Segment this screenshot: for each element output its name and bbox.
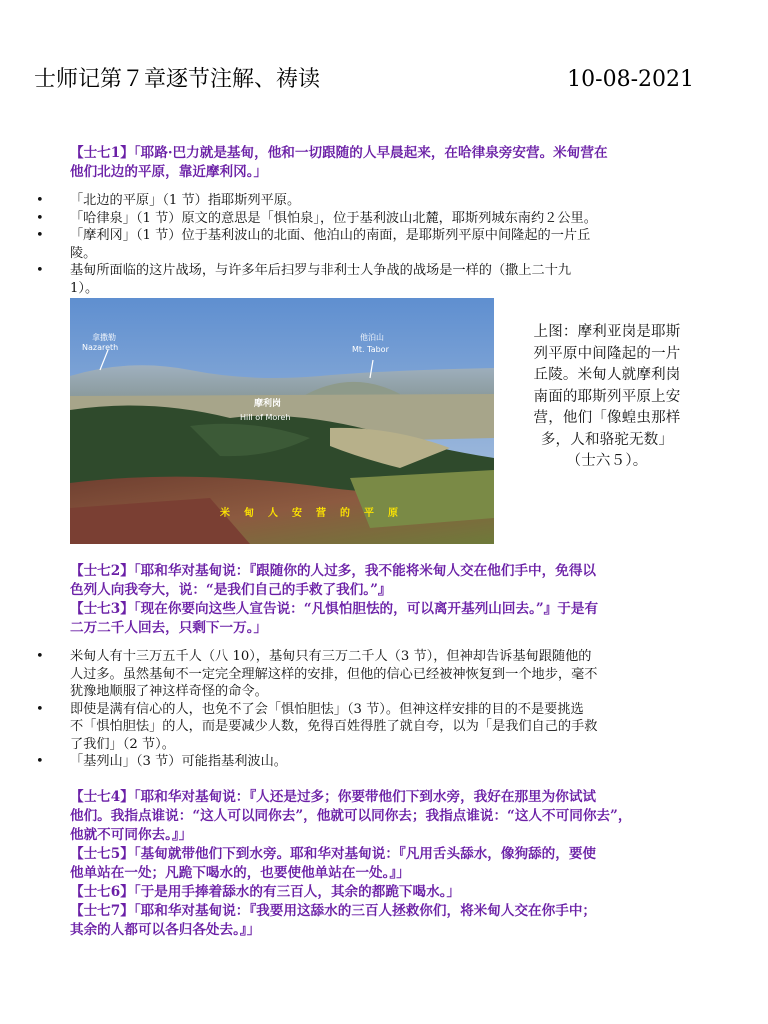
verse-line: 【士七2】「耶和华对基甸说：『跟随你的人过多，我不能将米甸人交在他们手中，免得以 (70, 563, 597, 579)
note-line: • 「北边的平原」（1 节）指耶斯列平原。 (70, 193, 301, 208)
verse-block-3 (70, 788, 690, 940)
moreh-cn-label: 摩利岗 (254, 399, 282, 409)
page-title (34, 66, 694, 94)
note-line: • 即使是满有信心的人，也免不了会「惧怕胆怯」（3 节）。但神这样安排的目的不是要挑选 (70, 701, 584, 717)
title-date: 10-08-2021 (567, 67, 694, 92)
title-text: 士师记第７章逐节注解、祷读 (34, 67, 321, 92)
caption-line: 多，人和骆驼无数」 (540, 431, 674, 448)
note-line: 犹豫地顺服了神这样奇怪的命令。 (70, 684, 268, 699)
photo-caption (510, 322, 704, 473)
list-item (36, 192, 690, 210)
caption-line: 上图：摩利亚岗是耶斯 (533, 324, 681, 340)
verse-line: 【士七3】「现在你要向这些人宣告说：“凡惧怕胆怯的，可以离开基列山回去。”』于是有 (70, 601, 599, 617)
verse-line: 他就不可同你去。』」 (70, 827, 193, 843)
note-line: 不「惧怕胆怯」的人，而是要减少人数，免得百姓得胜了就自夸，以为「是我们自己的手救 (70, 719, 598, 734)
note-line: • 「基列山」（3 节）可能指基利波山。 (70, 754, 287, 769)
list-item (36, 701, 690, 754)
notes-list-1 (36, 192, 690, 297)
caption-line: （士六５）。 (566, 453, 648, 469)
tabor-cn-label: 他泊山 (360, 333, 384, 342)
hill-of-moreh-photo (70, 298, 494, 544)
verse-line: 【士七4】「耶和华对基甸说：『人还是过多；你要带他们下到水旁，我好在那里为你试试 (70, 789, 597, 805)
verse-line: 他们北边的平原，靠近摩利冈。」 (70, 164, 268, 180)
tabor-en-label: Mt. Tabor (352, 345, 389, 354)
list-item (36, 753, 690, 771)
plain-label: 米甸人安营的平原 (220, 508, 412, 519)
verse-line: 色列人向我夸大，说：“是我们自己的手救了我们。”』 (70, 582, 392, 598)
moreh-en-label: Hill of Moreh (240, 413, 291, 422)
verse-line: 他们。我指点谁说：“这人可以同你去”，他就可以同你去；我指点谁说：“这人不可同你去”， (70, 808, 632, 824)
note-line: • 米甸人有十三万五千人（八 10），基甸只有三万二千人（3 节），但神却告诉基甸跟随他的 (70, 649, 592, 664)
verse-block-2 (70, 562, 690, 638)
verse-line: 【士七6】「于是用手捧着舔水的有三百人，其余的都跪下喝水。」 (70, 884, 461, 900)
note-line: • 基甸所面临的这片战场，与许多年后扫罗与非利士人争战的战场是一样的（撒上二十九 (70, 263, 572, 278)
list-item (36, 648, 690, 701)
caption-line: 丘陵。米甸人就摩利岗 (533, 367, 681, 383)
verse-line: 【士七1】「耶路·巴力就是基甸，他和一切跟随的人早晨起来，在哈律泉旁安营。米甸营在 (70, 145, 608, 161)
note-line: 1）。 (70, 280, 99, 296)
caption-line: 列平原中间隆起的一片 (533, 345, 681, 362)
caption-line: 南面的耶斯列平原上安 (533, 388, 681, 405)
note-line: 人过多。虽然基甸不一定完全理解这样的安排，但他的信心已经被神恢复到一个地步，毫不 (70, 666, 598, 682)
notes-list-2 (36, 648, 690, 771)
note-line: 陵。 (70, 245, 97, 261)
note-line: • 「摩利冈」（1 节）位于基利波山的北面、他泊山的南面，是耶斯列平原中间隆起的一片丘 (70, 228, 591, 243)
list-item (36, 210, 690, 228)
verse-line: 他单站在一处；凡跪下喝水的，也要使他单站在一处。』」 (70, 865, 410, 881)
verse-line: 【士七7】「耶和华对基甸说：『我要用这舔水的三百人拯救你们，将米甸人交在你手中； (70, 903, 597, 919)
note-line: • 「哈律泉」（1 节）原文的意思是「惧怕泉」，位于基利波山北麓，耶斯列城东南约２公里。 (70, 210, 597, 226)
list-item (36, 227, 690, 262)
nazareth-cn-label: 拿撒勒 (92, 333, 116, 342)
verse-block-1 (70, 144, 690, 182)
aerial-landscape-image (70, 298, 494, 544)
caption-line: 营，他们「像蝗虫那样 (533, 410, 681, 426)
note-line: 了我们」（2 节）。 (70, 736, 175, 752)
nazareth-en-label: Nazareth (82, 343, 119, 352)
list-item (36, 262, 690, 297)
verse-line: 二万二千人回去，只剩下一万。」 (70, 620, 268, 636)
verse-line: 【士七5】「基甸就带他们下到水旁。耶和华对基甸说：『凡用舌头舔水，像狗舔的，要使 (70, 846, 597, 862)
verse-line: 其余的人都可以各归各处去。』」 (70, 922, 261, 938)
